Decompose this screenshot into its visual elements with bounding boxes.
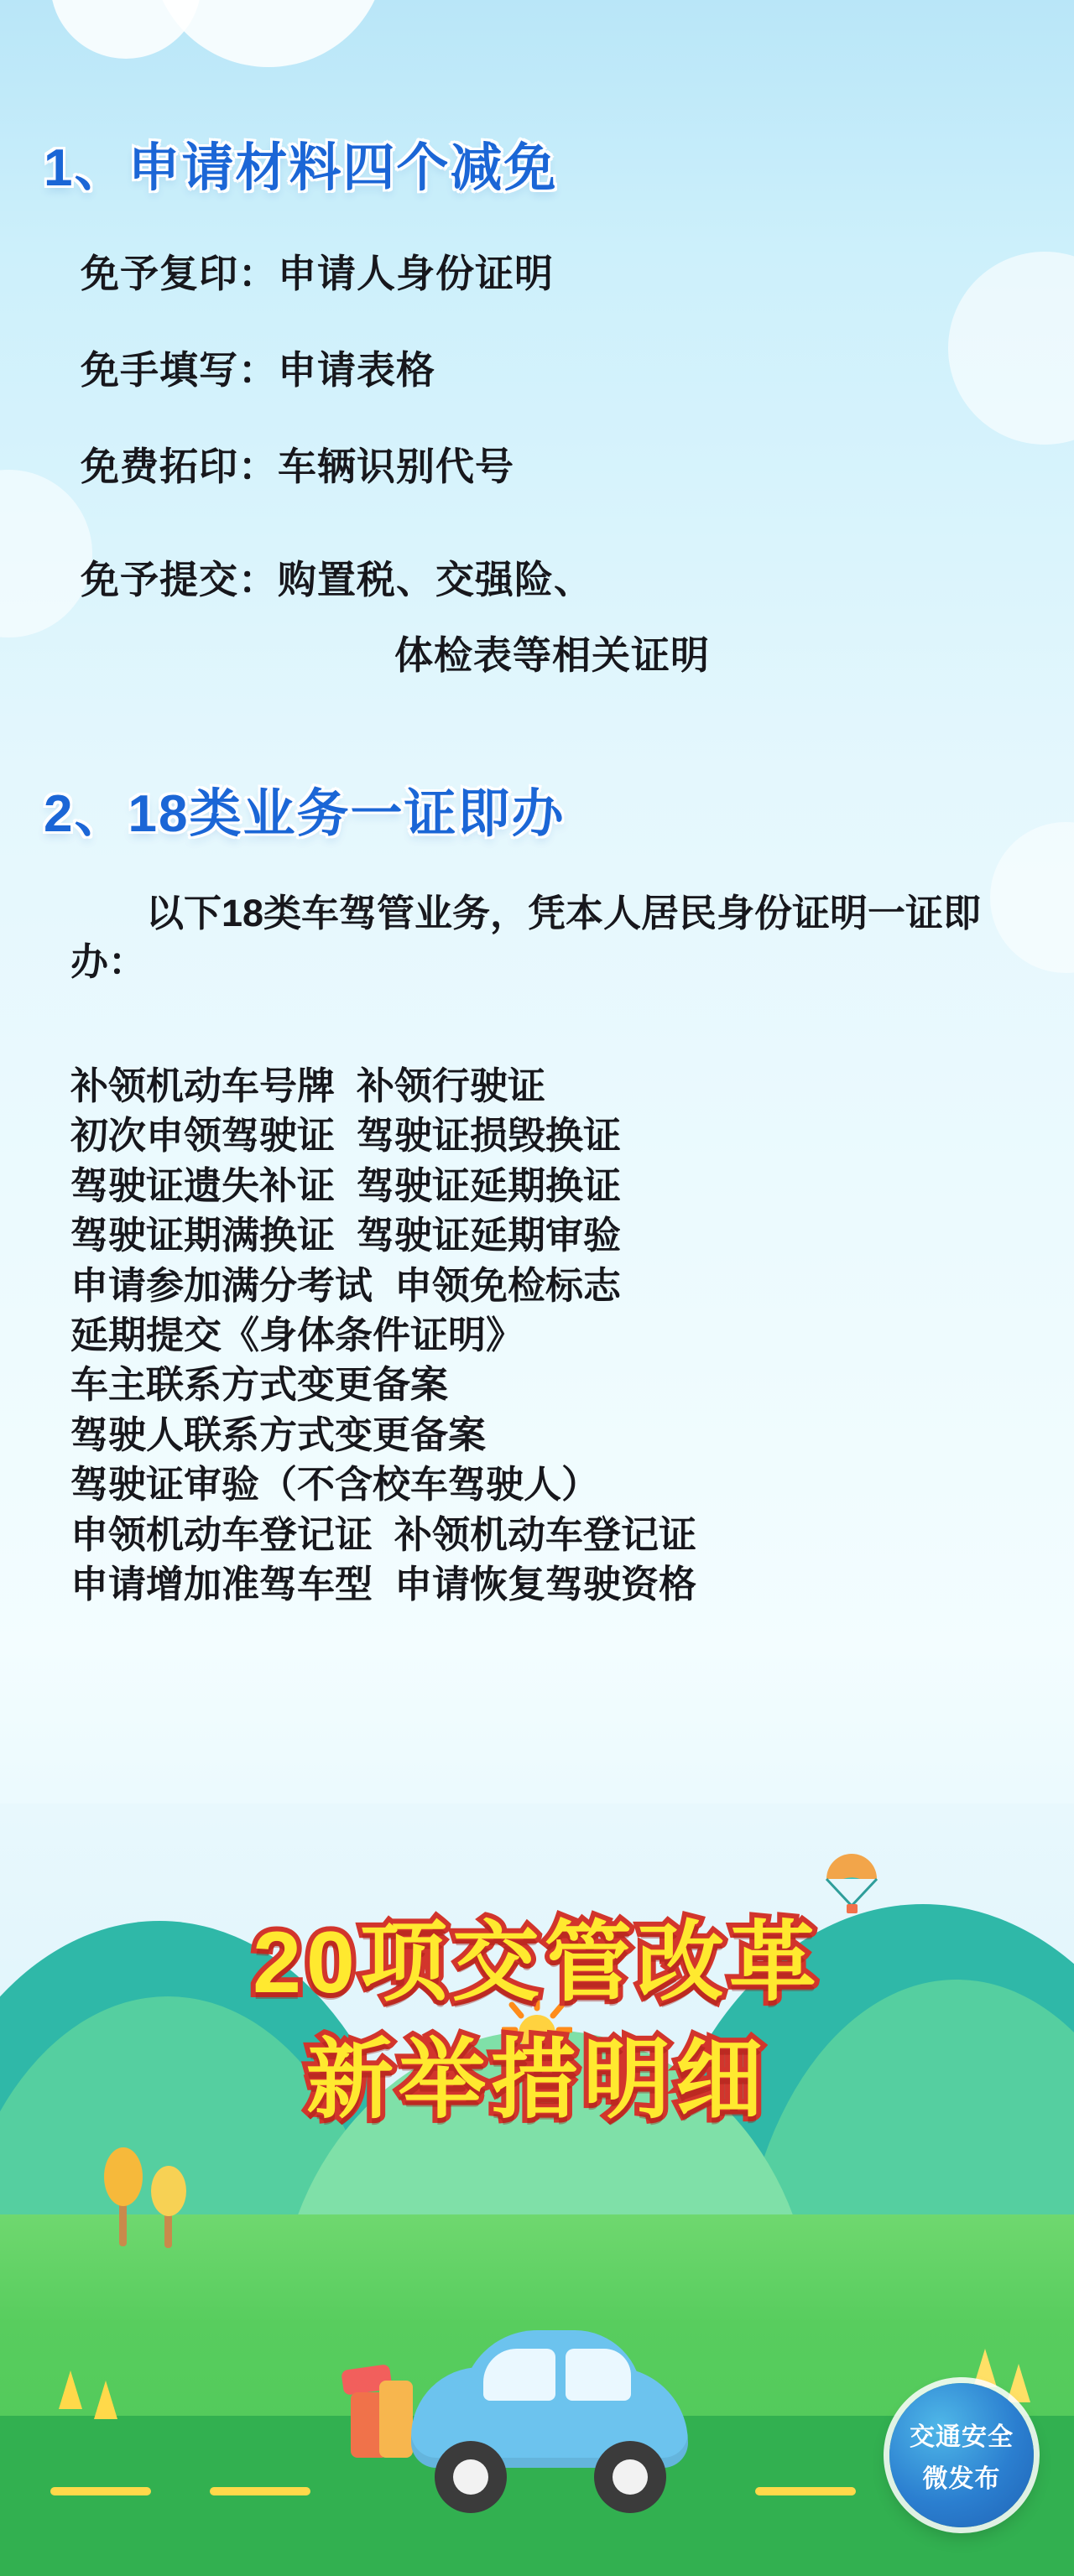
car-window [566,2349,631,2401]
grass-tuft-icon [59,2370,82,2409]
list-item [70,1460,1019,1509]
list-item [70,1410,1019,1460]
luggage-icon [379,2381,413,2458]
car-window [483,2349,555,2401]
road-dash [210,2487,310,2495]
publisher-badge [889,2383,1034,2527]
road-dash [50,2487,151,2495]
grass-tuft-icon [1007,2364,1030,2402]
car-illustration [327,2315,747,2525]
business-col1: 申请参加满分考试 [70,1263,373,1307]
car-wheel [594,2441,666,2513]
business-col2: 补领行驶证 [357,1064,546,1107]
section-1-item-cont: 体检表等相关证明 [394,633,710,677]
business-col1: 延期提交《身体条件证明》 [70,1313,524,1356]
business-col1: 驾驶证遗失补证 [70,1163,336,1207]
grass-tuft-icon [973,2349,997,2387]
business-col1: 驾驶人联系方式变更备案 [70,1413,487,1456]
list-item [70,1261,1019,1310]
business-col1: 补领机动车号牌 [70,1064,336,1107]
business-col1: 初次申领驾驶证 [70,1114,336,1158]
business-col2: 申领免检标志 [394,1263,622,1307]
cloud-icon [50,0,201,59]
headline-line-2: 新举措明细 [305,2032,768,2129]
badge-line-2: 微发布 [922,2465,1001,2493]
business-list [70,1061,1019,1609]
parachute-icon [822,1854,881,1929]
headline-line-1: 20项交管改革 [253,1914,821,2011]
section-1-title: 1、申请材料四个减免 [44,139,558,197]
business-col1: 申请增加准驾车型 [70,1562,373,1605]
list-item [70,1510,1019,1559]
list-item [70,1111,1019,1160]
list-item [70,1559,1019,1609]
tree-crown-icon [151,2166,186,2216]
badge-line-1: 交通安全 [910,2423,1014,2451]
car-wheel [435,2441,507,2513]
list-item [70,1061,1019,1111]
section-2-title: 2、18类业务一证即办 [44,785,566,843]
section-1-item: 免予复印：申请人身份证明 [81,252,554,295]
grass-tuft-icon [94,2381,117,2419]
business-col2: 驾驶证损毁换证 [357,1114,622,1158]
cloud-icon [990,822,1074,973]
cloud-icon [0,470,92,637]
business-col1: 驾驶证期满换证 [70,1214,336,1257]
business-col2: 驾驶证延期换证 [357,1163,622,1207]
section-1-item: 免手填写：申请表格 [81,348,435,392]
business-col2: 申请恢复驾驶资格 [394,1562,697,1605]
business-col1: 车主联系方式变更备案 [70,1363,449,1407]
section-1-item: 免予提交：购置税、交强险、 [81,558,593,601]
business-col2: 补领机动车登记证 [394,1512,697,1556]
cloud-icon [948,252,1074,445]
list-item [70,1360,1019,1409]
business-col2: 驾驶证延期审验 [357,1214,622,1257]
section-2-paragraph: 以下18类车驾管业务，凭本人居民身份证明一证即办： [70,892,982,983]
business-col1: 申领机动车登记证 [70,1512,373,1556]
section-1-item: 免费拓印：车辆识别代号 [81,445,514,488]
road-dash [755,2487,856,2495]
list-item [70,1161,1019,1210]
list-item [70,1310,1019,1360]
list-item [70,1210,1019,1260]
tree-crown-icon [104,2147,143,2206]
business-col1: 驾驶证审验（不含校车驾驶人） [70,1463,600,1507]
